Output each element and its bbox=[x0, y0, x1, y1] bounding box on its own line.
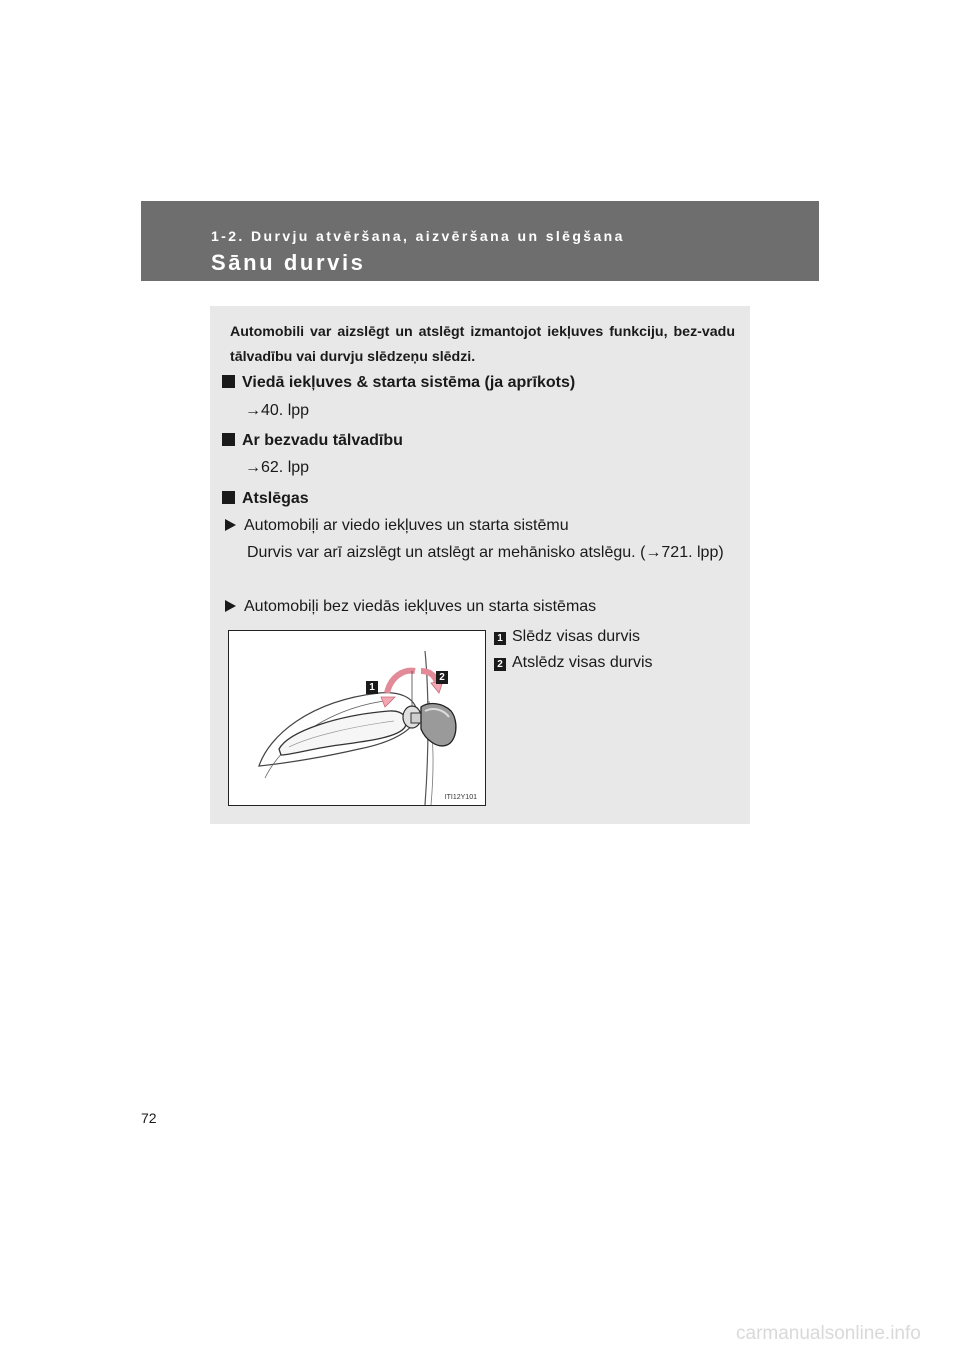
watermark: carmanualsonline.info bbox=[736, 1323, 921, 1344]
heading-wireless-remote-label: Ar bezvadu tālvadību bbox=[242, 432, 403, 449]
heading-keys bbox=[222, 490, 309, 508]
ref-wireless-remote: →62. lpp bbox=[245, 459, 310, 476]
square-bullet-icon bbox=[222, 375, 235, 388]
door-handle-key-drawing bbox=[229, 631, 485, 805]
callout-unlock bbox=[494, 654, 653, 672]
triangle-bullet-icon bbox=[225, 600, 236, 612]
bullet-without-smart-entry bbox=[225, 598, 596, 616]
callout-lock-text: Slēdz visas durvis bbox=[512, 628, 641, 645]
square-bullet-icon bbox=[222, 491, 235, 504]
callout-unlock-text: Atslēdz visas durvis bbox=[512, 654, 653, 671]
heading-keys-label: Atslēgas bbox=[242, 490, 309, 507]
content-box bbox=[210, 306, 750, 824]
callout-lock bbox=[494, 628, 640, 646]
figure-marker-2: 2 bbox=[436, 671, 448, 684]
bullet-without-smart-entry-label: Automobiļi bez viedās iekļuves un starta sistēmas bbox=[244, 598, 597, 615]
figure-marker-1: 1 bbox=[366, 681, 378, 694]
callout-number-2: 2 bbox=[494, 658, 506, 671]
triangle-bullet-icon bbox=[225, 519, 236, 531]
page-title: Sānu durvis bbox=[211, 250, 366, 275]
ref-smart-entry: →40. lpp bbox=[245, 402, 310, 419]
door-lock-illustration bbox=[228, 630, 486, 806]
callout-number-1: 1 bbox=[494, 632, 506, 645]
header-band bbox=[141, 201, 819, 281]
figure-code: ITI12Y101 bbox=[444, 794, 477, 801]
page-number: 72 bbox=[141, 1110, 157, 1126]
bullet-with-smart-entry-label: Automobiļi ar viedo iekļuves un starta sistēmu bbox=[244, 517, 569, 534]
square-bullet-icon bbox=[222, 433, 235, 446]
bullet-with-smart-entry-text: Durvis var arī aizslēgt un atslēgt ar mehānisko atslēgu. (→721. lpp) bbox=[247, 544, 724, 561]
heading-smart-entry-label: Viedā iekļuves & starta sistēma (ja aprīkots) bbox=[242, 374, 576, 391]
bullet-with-smart-entry bbox=[225, 517, 569, 535]
intro-text: Automobili var aizslēgt un atslēgt izmantojot iekļuves funkciju, bez-vadu tālvadību vai durvju slēdzeņu slēdzi. bbox=[230, 324, 735, 365]
heading-wireless-remote bbox=[222, 432, 403, 450]
heading-smart-entry bbox=[222, 374, 575, 392]
section-label: 1-2. Durvju atvēršana, aizvēršana un slēgšana bbox=[211, 228, 625, 244]
